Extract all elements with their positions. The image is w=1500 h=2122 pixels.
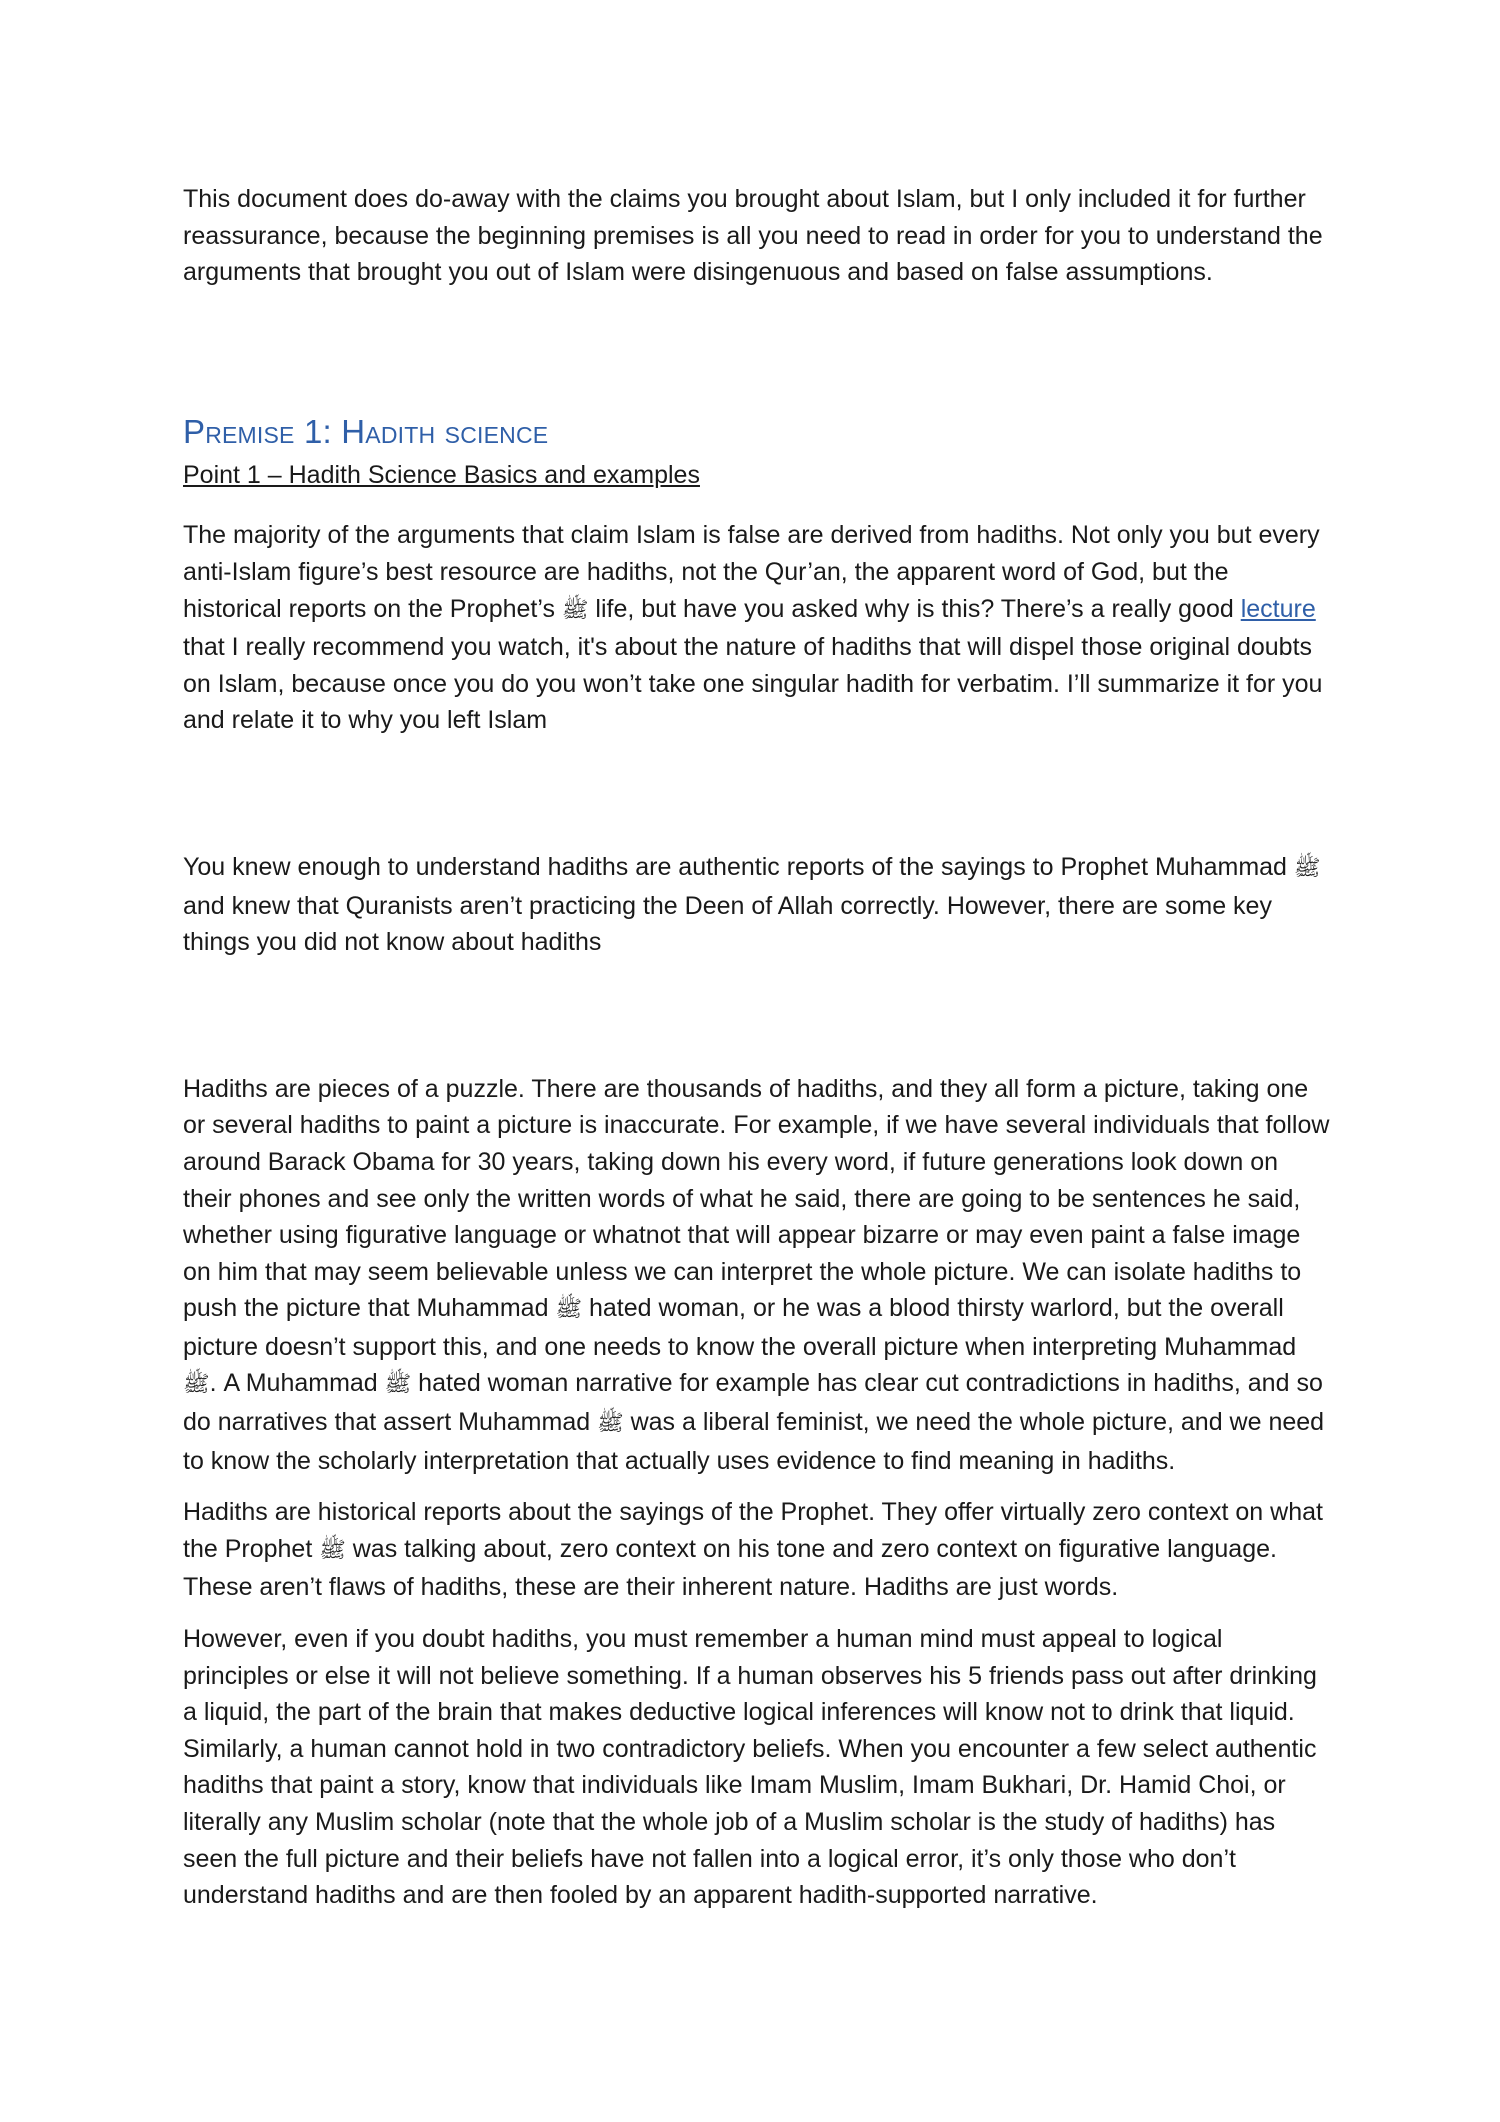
salawat-symbol: ﷺ xyxy=(183,1372,210,1398)
salawat-symbol: ﷺ xyxy=(555,1297,583,1323)
salawat-symbol: ﷺ xyxy=(384,1372,412,1398)
paragraph-5: However, even if you doubt hadiths, you must remember a human mind must appeal to logical principles or else it will not believe something. If a human observes his 5 friends pass out after drinking a liquid, the part of the brain that makes deductive logical inferences will know not to drink that liquid. Similarly, a human cannot hold in two contradictory beliefs. When you encounter a few select authentic hadiths that paint a story, know that individuals like Imam Muslim, Imam Bukhari, Dr. Hamid Choi, or literally any Muslim scholar (note that the whole job of a Muslim scholar is the study of hadiths) has seen the full picture and their beliefs have not fallen into a logical error, it’s only those who don’t understand hadiths and are then fooled by an apparent hadith-supported narrative. xyxy=(183,1625,1317,1910)
lecture-link[interactable]: lecture xyxy=(1240,594,1316,623)
section-heading: Premise 1: Hadith science xyxy=(183,412,549,450)
salawat-symbol: ﷺ xyxy=(597,1411,624,1437)
intro-paragraph: This document does do-away with the claims you brought about Islam, but I only included it for further reassurance, because the beginning premises is all you need to read in order for you to understand the arguments that brought you out of Islam were disingenuous and based on false assumptions. xyxy=(183,185,1323,287)
document-body xyxy=(183,181,1333,1914)
salawat-symbol: ﷺ xyxy=(319,1537,346,1563)
paragraph-2: You knew enough to understand hadiths are authentic reports of the sayings to Prophet Muhammad ﷺ and knew that Quranists aren’t practicing the Deen of Allah correctly. However, there are some key things you did not know about hadiths xyxy=(183,852,1321,957)
section-subheading: Point 1 – Hadith Science Basics and examples xyxy=(183,460,700,489)
paragraph-4: Hadiths are historical reports about the sayings of the Prophet. They offer virtually zero context on what the Prophet ﷺ was talking about, zero context on his tone and zero context on figurative language. These aren’t flaws of hadiths, these are their inherent nature. Hadiths are just words. xyxy=(183,1498,1323,1602)
paragraph-3: Hadiths are pieces of a puzzle. There are thousands of hadiths, and they all form a picture, taking one or several hadiths to paint a picture is inaccurate. For example, if we have several individuals that follow around Barack Obama for 30 years, taking down his every word, if future generations look down on their phones and see only the written words of what he said, there are going to be sentences he said, whether using figurative language or whatnot that will appear bizarre or may even paint a false image on him that may seem believable unless we can interpret the whole picture. We can isolate hadiths to push the picture that Muhammad ﷺ hated woman, or he was a blood thirsty warlord, but the overall picture doesn’t support this, and one needs to know the overall picture when interpreting Muhammad ﷺ. A Muhammad ﷺ hated woman narrative for example has clear cut contradictions in hadiths, and so do narratives that assert Muhammad ﷺ was a liberal feminist, we need the whole picture, and we need to know the scholarly interpretation that actually uses evidence to find meaning in hadiths. xyxy=(183,1074,1330,1475)
salawat-symbol: ﷺ xyxy=(561,597,589,623)
salawat-symbol: ﷺ xyxy=(1293,855,1321,881)
paragraph-1: The majority of the arguments that claim Islam is false are derived from hadiths. Not only you but every anti-Islam figure’s best resource are hadiths, not the Qur’an, the apparent word of God, but the historical reports on the Prophet’s ﷺ life, but have you asked why is this? There’s a really good lecture that I really recommend you watch, it's about the nature of hadiths that will dispel those original doubts on Islam, because once you do you won’t take one singular hadith for verbatim. I’ll summarize it for you and relate it to why you left Islam xyxy=(183,521,1323,735)
